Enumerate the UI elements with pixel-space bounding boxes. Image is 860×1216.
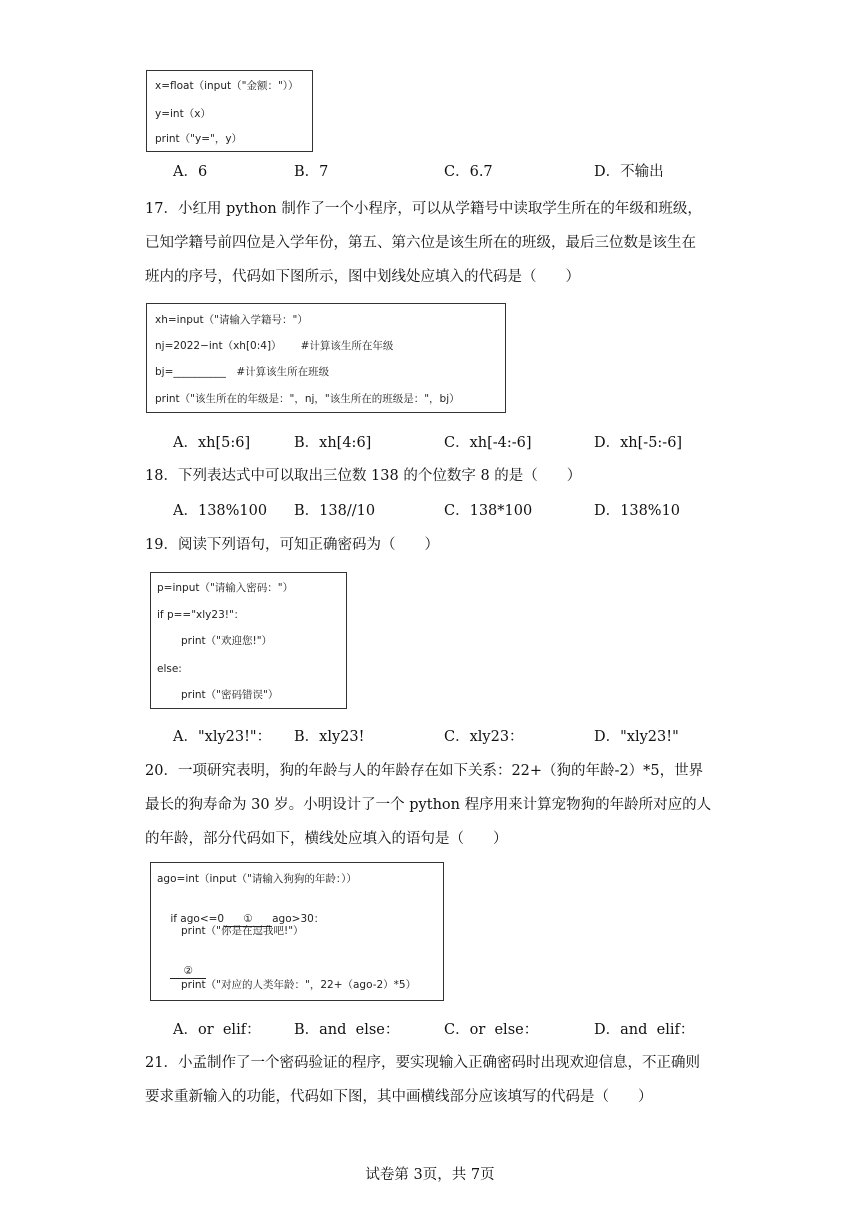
q20-text-line-3: 的年龄，部分代码如下，横线处应填入的语句是（ ） bbox=[145, 831, 508, 847]
q19-code-line-2: if p=="xly23!"： bbox=[157, 609, 245, 621]
q19-code-line-3: print（"欢迎您!"） bbox=[181, 635, 273, 647]
q18-option-d: D．138%10 bbox=[594, 503, 681, 519]
q16-code-line-1: x=float（input（"金额："）） bbox=[155, 80, 299, 92]
q20-code-line-2-start: if ago<=0 bbox=[170, 913, 225, 925]
q20-option-c: C．or else： bbox=[444, 1022, 539, 1038]
q21-text-line-1: 21．小孟制作了一个密码验证的程序，要实现输入正确密码时出现欢迎信息，不正确则 bbox=[145, 1055, 700, 1071]
q20-blank-2-marker: ② bbox=[183, 965, 194, 977]
q19-option-d: D．"xly23!" bbox=[594, 729, 679, 745]
q19-option-b: B．xly23! bbox=[294, 729, 365, 745]
q16-code-box bbox=[146, 70, 313, 152]
page-footer: 试卷第 3页，共 7页 bbox=[365, 1167, 495, 1183]
q16-option-d: D．不输出 bbox=[594, 164, 664, 180]
q16-option-c: C．6.7 bbox=[444, 164, 493, 180]
q20-option-a: A．or elif： bbox=[173, 1022, 261, 1038]
q20-option-b: B．and else： bbox=[294, 1022, 400, 1038]
q19-option-c: C．xly23： bbox=[444, 729, 524, 745]
q17-option-c: C．xh[-4:-6] bbox=[444, 435, 532, 451]
q17-code-box bbox=[146, 303, 506, 413]
q20-option-d: D．and elif： bbox=[594, 1022, 695, 1038]
q17-text-line-1: 17．小红用 python 制作了一个小程序，可以从学籍号中读取学生所在的年级和班级， bbox=[145, 201, 702, 217]
q17-code-line-4: print（"该生所在的年级是："，nj，"该生所在的班级是："，bj） bbox=[155, 393, 460, 405]
q17-option-d: D．xh[-5:-6] bbox=[594, 435, 683, 451]
q20-code-line-2-end: ago>30： bbox=[272, 913, 325, 925]
q21-text-line-2: 要求重新输入的功能，代码如下图，其中画横线部分应该填写的代码是（ ） bbox=[145, 1089, 653, 1105]
q16-option-a: A．6 bbox=[173, 164, 208, 180]
q17-code-line-2: nj=2022−int（xh[0:4]） #计算该生所在年级 bbox=[155, 340, 394, 352]
q19-option-a: A．"xly23!"： bbox=[173, 729, 272, 745]
q17-code-line-3: bj=__________ #计算该生所在班级 bbox=[155, 366, 330, 378]
q20-code-box bbox=[150, 862, 444, 1001]
q20-code-line-5: print（"对应的人类年龄："，22+（ago-2）*5） bbox=[181, 979, 417, 991]
q18-option-c: C．138*100 bbox=[444, 503, 533, 519]
q19-text: 19．阅读下列语句，可知正确密码为（ ） bbox=[145, 537, 439, 553]
q17-option-a: A．xh[5:6] bbox=[173, 435, 251, 451]
q17-option-b: B．xh[4:6] bbox=[294, 435, 372, 451]
q16-option-b: B．7 bbox=[294, 164, 329, 180]
q20-text-line-2: 最长的狗寿命为 30 岁。小明设计了一个 python 程序用来计算宠物狗的年龄所对应的人 bbox=[145, 797, 712, 813]
q18-option-a: A．138%100 bbox=[173, 503, 268, 519]
q20-code-line-3: print（"你是在逗我吧!"） bbox=[181, 925, 304, 937]
q16-code-line-2: y=int（x） bbox=[155, 108, 211, 120]
q19-code-box bbox=[150, 572, 347, 709]
q16-code-line-3: print（"y="，y） bbox=[155, 133, 243, 145]
q18-text: 18．下列表达式中可以取出三位数 138 的个位数字 8 的是（ ） bbox=[145, 468, 582, 484]
q19-code-line-5: print（"密码错误"） bbox=[181, 689, 279, 701]
q19-code-line-1: p=input（"请输入密码："） bbox=[157, 582, 294, 594]
q20-blank-2 bbox=[170, 964, 206, 979]
q17-text-line-2: 已知学籍号前四位是入学年份，第五、第六位是该生所在的班级，最后三位数是该生在 bbox=[145, 235, 696, 251]
q20-blank-1-marker: ① bbox=[243, 913, 253, 925]
q17-code-line-1: xh=input（"请输入学籍号："） bbox=[155, 314, 308, 326]
q17-text-line-3: 班内的序号，代码如下图所示，图中划线处应填入的代码是（ ） bbox=[145, 269, 580, 285]
q18-option-b: B．138//10 bbox=[294, 503, 376, 519]
q19-code-line-4: else: bbox=[157, 663, 182, 675]
q20-text-line-1: 20．一项研究表明，狗的年龄与人的年龄存在如下关系：22+（狗的年龄-2）*5，世界 bbox=[145, 763, 704, 779]
q20-code-line-1: ago=int（input（"请输入狗狗的年龄：）） bbox=[157, 873, 357, 885]
